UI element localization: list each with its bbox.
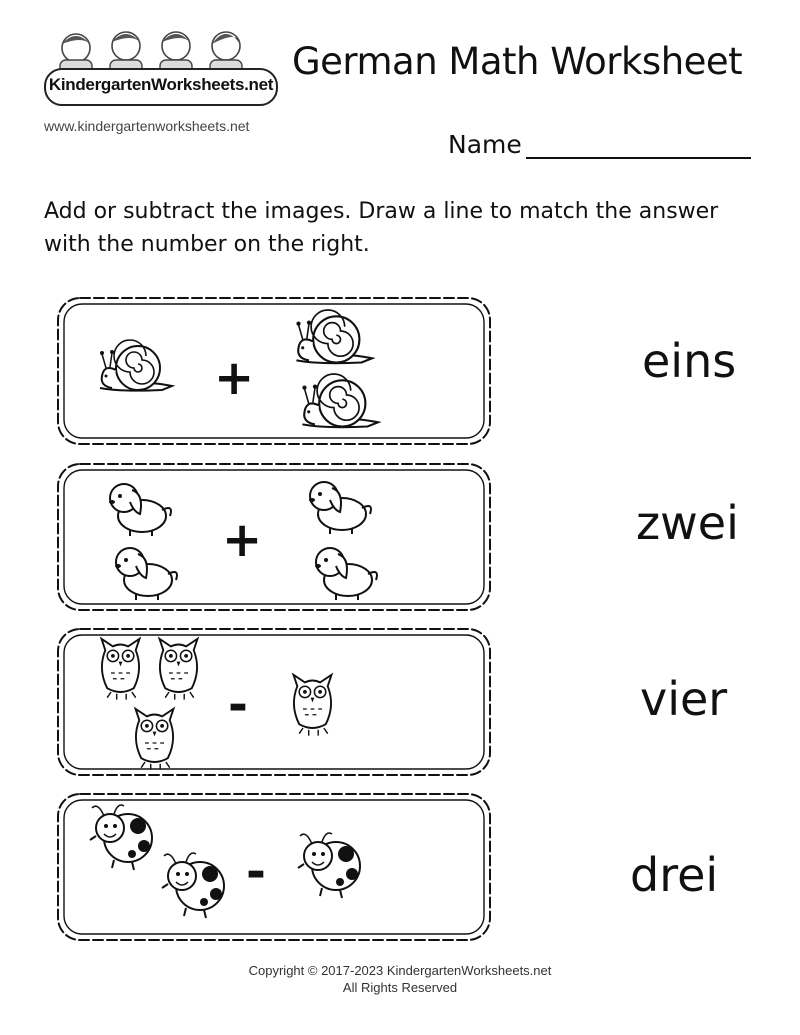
logo-text: KindergartenWorksheets.net	[44, 68, 278, 106]
name-line[interactable]	[526, 157, 751, 159]
operator-3: -	[228, 677, 248, 733]
answer-word-1[interactable]: eins	[642, 334, 737, 388]
footer	[0, 962, 800, 996]
problem-panel-4	[50, 786, 498, 948]
answer-word-2[interactable]: zwei	[636, 496, 739, 550]
answer-word-4[interactable]: drei	[630, 848, 719, 902]
copyright-text: Copyright © 2017-2023 KindergartenWorksheets.net	[248, 963, 552, 978]
operator-1: +	[214, 350, 255, 406]
problem-panel-3	[50, 621, 498, 783]
rights-text: All Rights Reserved	[342, 980, 458, 995]
site-url: www.kindergartenworksheets.net	[44, 118, 250, 134]
instructions: Add or subtract the images. Draw a line to match the answer with the number on the right.	[44, 199, 719, 257]
answer-word-3[interactable]: vier	[640, 672, 728, 726]
problem-panel-2	[50, 456, 498, 618]
page-title: German Math Worksheet	[292, 40, 743, 83]
operator-2: +	[222, 512, 263, 568]
problem-panel-1	[50, 290, 498, 452]
operator-4: -	[246, 844, 266, 900]
name-label: Name	[448, 130, 522, 159]
